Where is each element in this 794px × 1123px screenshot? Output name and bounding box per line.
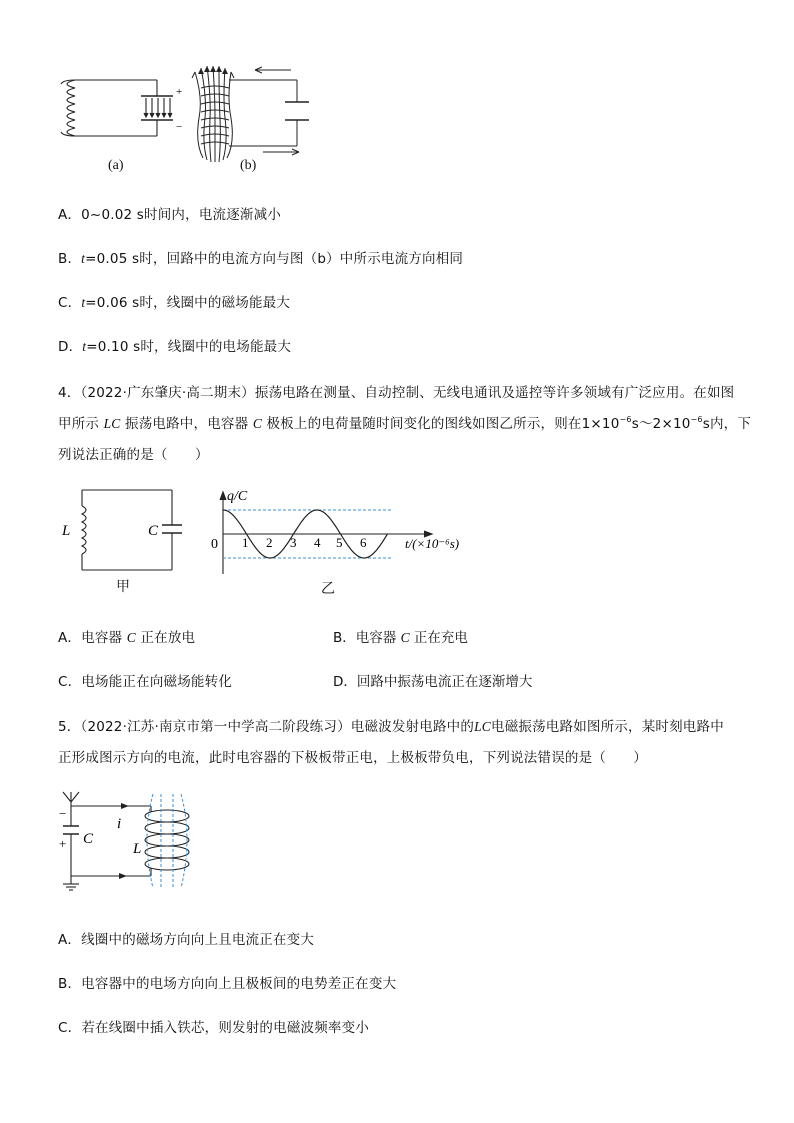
q4-graph-origin: 0 xyxy=(211,537,218,552)
q4-figure-label-jia: 甲 xyxy=(116,579,130,595)
q4-label-c: C xyxy=(148,523,159,539)
q5-label-i: i xyxy=(117,816,122,832)
q3-option-b: B．t=0.05 s时，回路中的电流方向与图（b）中所示电流方向相同 xyxy=(58,251,464,267)
q4-stem-line2: 甲所示 LC 振荡电路中，电容器 C 极板上的电荷量随时间变化的图线如图乙所示，则在$1\times 10^{-6}s\sim 2\times 10^{-6}s$内，下 xyxy=(58,415,752,432)
plus-sign-a: + xyxy=(176,86,183,98)
q5-stem-line1: 5．（2022·江苏·南京市第一中学高二阶段练习）电磁波发射电路中的LC电磁振荡电路如图所示，某时刻电路中 xyxy=(58,719,724,735)
q4-graph-ylabel: q/C xyxy=(227,489,248,504)
q4-graph-tick-1: 1 xyxy=(242,535,249,550)
circuit-b xyxy=(192,66,309,162)
q4-graph-tick-3: 3 xyxy=(290,535,297,550)
q4-graph-tick-2: 2 xyxy=(266,535,273,550)
q5-option-a: A．线圈中的磁场方向向上且电流正在变大 xyxy=(58,932,315,948)
q5-label-l: L xyxy=(133,841,142,857)
q4-option-a: A．电容器 C 正在放电 xyxy=(58,630,196,646)
q4-graph-tick-4: 4 xyxy=(314,535,321,550)
q4-option-d: D．回路中振荡电流正在逐渐增大 xyxy=(333,674,533,690)
q5-option-b: B．电容器中的电场方向向上且极板间的电势差正在变大 xyxy=(58,976,397,992)
q3-option-a: A．0~0.02 s时间内，电流逐渐减小 xyxy=(58,207,282,223)
q4-stem-line3: 列说法正确的是（ ） xyxy=(58,447,209,463)
minus-sign-a: − xyxy=(176,121,183,133)
figure-label-b: (b) xyxy=(240,158,257,173)
q5-figure xyxy=(55,788,215,898)
q4-label-l: L xyxy=(62,523,71,539)
q4-graph-tick-5: 5 xyxy=(336,535,343,550)
q4-circuit-jia xyxy=(60,486,200,596)
q4-option-c: C．电场能正在向磁场能转化 xyxy=(58,674,233,690)
q4-stem-line1: 4．（2022·广东肇庆·高二期末）振荡电路在测量、自动控制、无线电通讯及遥控等许多领域有广泛应用。在如图 xyxy=(58,385,735,401)
q5-label-c: C xyxy=(83,831,94,847)
q4-graph-xlabel: t/(×10⁻⁶s) xyxy=(405,536,460,551)
q5-stem-line2: 正形成图示方向的电流，此时电容器的下极板带正电，上极板带负电，下列说法错误的是（ ） xyxy=(58,750,648,766)
q4-option-b: B．电容器 C 正在充电 xyxy=(333,630,468,646)
q5-option-c: C．若在线圈中插入铁芯，则发射的电磁波频率变小 xyxy=(58,1020,370,1036)
q3-option-c: C．t=0.06 s时，线圈中的磁场能最大 xyxy=(58,295,291,311)
figure-label-a: (a) xyxy=(108,158,124,173)
q5-label-plus: + xyxy=(59,836,67,851)
q4-figure-label-yi: 乙 xyxy=(321,581,335,597)
q5-label-minus: − xyxy=(59,806,67,821)
q4-graph-yi xyxy=(205,490,465,580)
q3-option-d: D．t=0.10 s时，线圈中的电场能最大 xyxy=(58,339,292,355)
circuit-a xyxy=(61,80,173,136)
q4-graph-tick-6: 6 xyxy=(360,535,367,550)
figure-lc-a-b xyxy=(55,58,355,178)
